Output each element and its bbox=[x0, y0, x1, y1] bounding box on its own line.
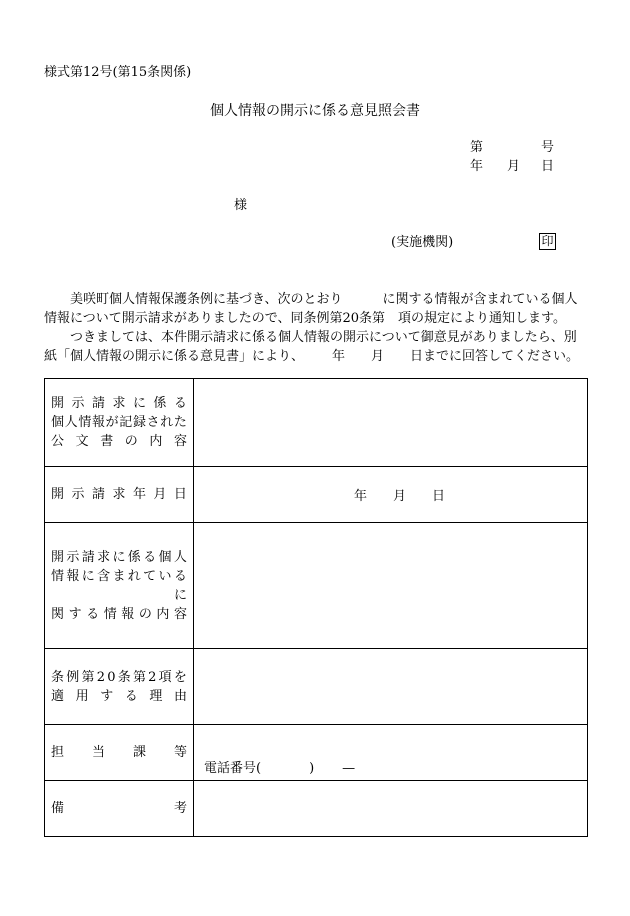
label-line: 適 用 す る 理 由 bbox=[51, 688, 187, 704]
phone-close: ) bbox=[309, 761, 315, 776]
row-label-document-content bbox=[45, 379, 194, 467]
form-number: 様式第12号(第15条関係) bbox=[44, 65, 192, 80]
date-day: 日 bbox=[541, 159, 555, 174]
table-row bbox=[45, 379, 588, 467]
value-department[interactable] bbox=[194, 725, 588, 781]
date-month: 月 bbox=[507, 159, 521, 174]
info-table bbox=[44, 378, 588, 837]
value-remarks[interactable] bbox=[194, 781, 588, 837]
row-label-reason bbox=[45, 649, 194, 725]
para2-month: 月 bbox=[371, 349, 385, 364]
label-line: 情 報 に 含 ま れ て い る bbox=[51, 568, 187, 584]
agency-label: (実施機関) bbox=[391, 235, 454, 250]
label-line: 関 す る 情 報 の 内 容 bbox=[51, 606, 187, 622]
label-line: 開 示 請 求 に 係 る 個 人 bbox=[51, 549, 187, 565]
number-prefix: 第 bbox=[470, 140, 484, 155]
date-year: 年 bbox=[470, 159, 484, 174]
request-date-year: 年 bbox=[354, 489, 368, 504]
para1-text-a: 美咲町個人情報保護条例に基づき、次のとおり bbox=[70, 292, 343, 307]
row-label-department bbox=[45, 725, 194, 781]
phone-dash: — bbox=[342, 761, 356, 776]
value-reason[interactable] bbox=[194, 649, 588, 725]
phone-label: 電話番号( bbox=[204, 761, 262, 776]
phone-line bbox=[194, 757, 587, 780]
para2-text-a: つきましては、本件開示請求に係る個人情報の開示について御意見がありましたら、別紙「個人情報の開示に係る意見書」により、 bbox=[44, 330, 577, 364]
value-info-content[interactable] bbox=[194, 523, 588, 649]
seal-stamp: 印 bbox=[539, 233, 556, 250]
label-line: 担 当 課 等 bbox=[51, 745, 187, 760]
request-date-month: 月 bbox=[393, 489, 407, 504]
label-line: 公 文 書 の 内 容 bbox=[51, 434, 187, 449]
para2-day: 日までに回答してください。 bbox=[410, 349, 580, 364]
number-suffix: 号 bbox=[541, 140, 555, 155]
label-line: に bbox=[173, 587, 187, 603]
table-row bbox=[45, 649, 588, 725]
notice-paragraph-1 bbox=[44, 290, 584, 328]
request-date-day: 日 bbox=[432, 489, 446, 504]
table-row bbox=[45, 781, 588, 837]
row-label-info-content bbox=[45, 523, 194, 649]
table-row bbox=[45, 523, 588, 649]
addressee-suffix: 様 bbox=[234, 198, 248, 213]
value-document-content[interactable] bbox=[194, 379, 588, 467]
label-line: 個 人 情 報 が 記 録 さ れ た bbox=[51, 415, 187, 430]
para1-text-b: に関する情報が含まれている個人情報について開示請求がありましたので、同条例第20条第 項の規定により通知します。 bbox=[44, 292, 578, 326]
row-label-request-date bbox=[45, 467, 194, 523]
label-line: 条 例 第 2 0 条 第 2 項 を bbox=[51, 669, 187, 685]
document-title: 個人情報の開示に係る意見照会書 bbox=[210, 103, 420, 119]
label-line: 開 示 請 求 年 月 日 bbox=[51, 487, 187, 502]
row-label-remarks bbox=[45, 781, 194, 837]
value-request-date[interactable] bbox=[194, 467, 588, 523]
table-row bbox=[45, 725, 588, 781]
label-line: 備 考 bbox=[51, 801, 187, 816]
para2-year: 年 bbox=[332, 349, 346, 364]
label-line: 開 示 請 求 に 係 る bbox=[51, 396, 187, 411]
notice-paragraph-2 bbox=[44, 328, 584, 366]
table-row bbox=[45, 467, 588, 523]
